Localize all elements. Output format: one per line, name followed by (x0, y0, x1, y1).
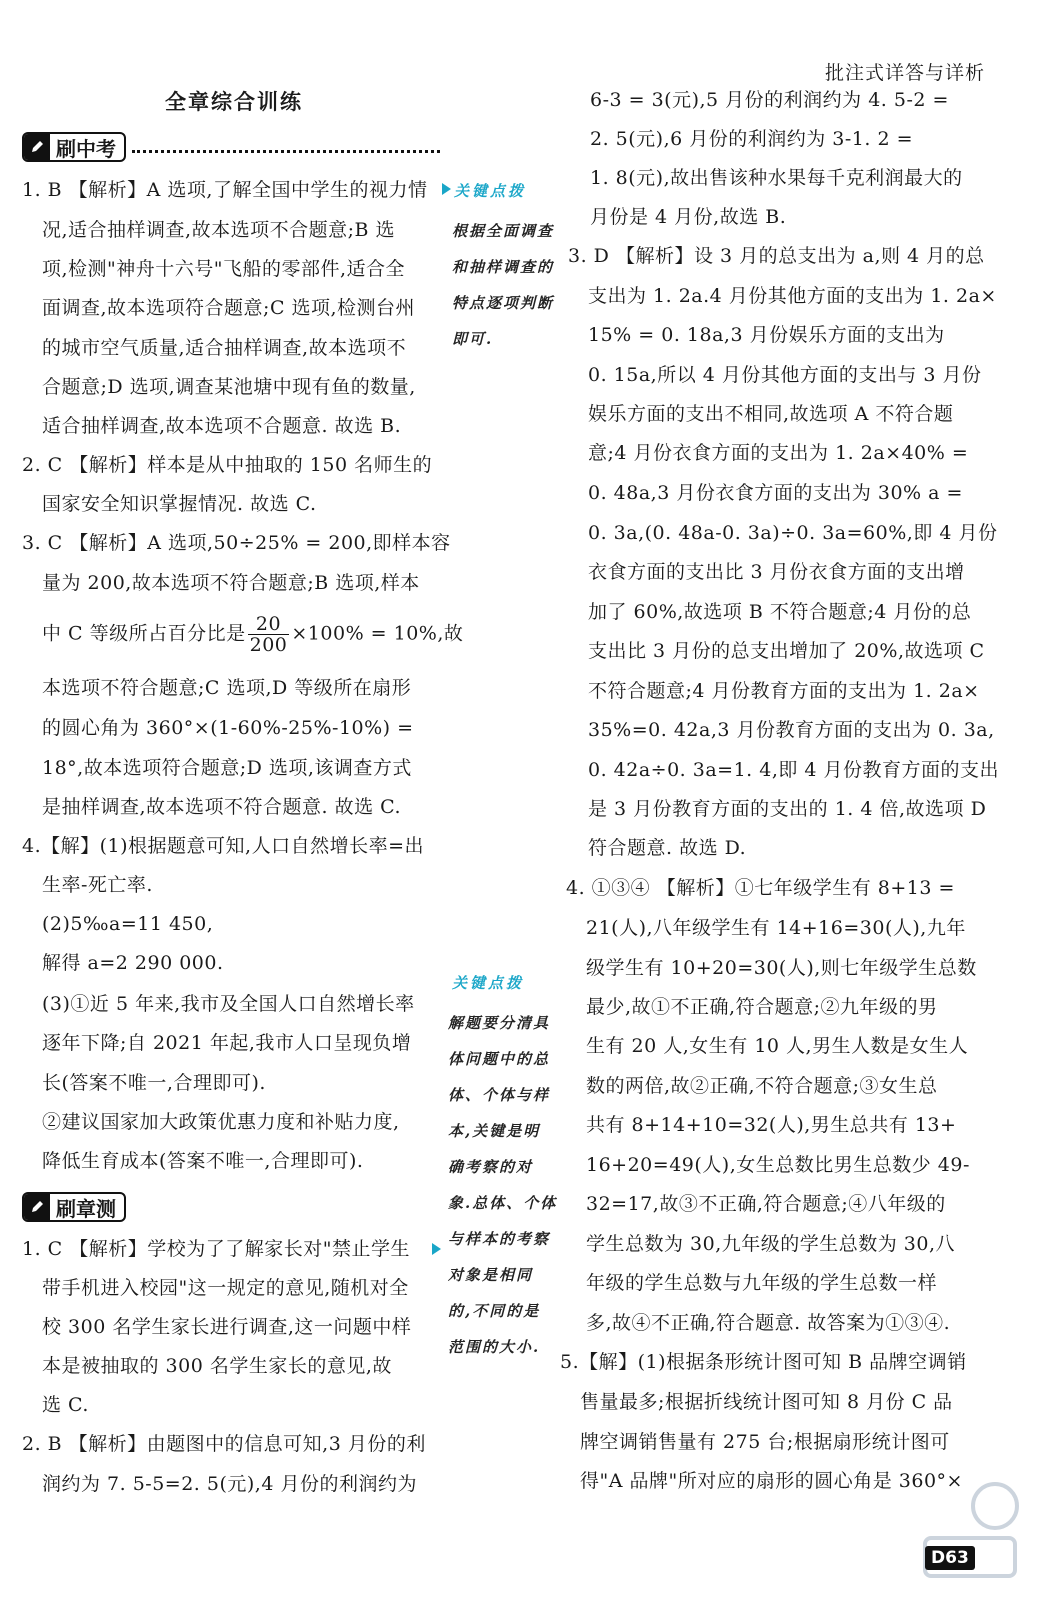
c4-line: 32=17,故③不正确,符合题意;④八年级的 (586, 1193, 946, 1215)
c1-line-1: 1. C 【解析】学校为了了解家长对"禁止学生 (22, 1238, 410, 1260)
c4-line: 学生总数为 30,九年级的学生总数为 30,八 (586, 1233, 956, 1255)
q1-line-1: 1. B 【解析】A 选项,了解全国中学生的视力情 (22, 179, 428, 201)
q1-line-7: 适合抽样调查,故本选项不合题意. 故选 B. (42, 415, 402, 437)
c2-cont-line: 2. 5(元),6 月份的利润约为 3-1. 2 = (590, 128, 914, 150)
q4-line-4: 解得 a=2 290 000. (42, 952, 224, 974)
q1-line-4: 面调查,故本选项符合题意;C 选项,检测台州 (42, 297, 416, 319)
q4-line-8: ②建议国家加大政策优惠力度和补贴力度, (42, 1111, 400, 1133)
note-2-title: 关键点拨 (452, 974, 525, 992)
note-1-line: 即可. (452, 330, 494, 348)
c3-line: 0. 15a,所以 4 月份其他方面的支出与 3 月份 (588, 364, 982, 386)
c3-line: 娱乐方面的支出不相同,故选项 A 不符合题 (588, 403, 954, 425)
q2-line-2: 国家安全知识掌握情况. 故选 C. (42, 493, 317, 515)
c4-line: 21(人),八年级学生有 14+16=30(人),九年 (586, 917, 966, 939)
q3-line-5: 的圆心角为 360°×(1-60%-25%-10%) = (42, 717, 414, 739)
c2-cont-line: 月份是 4 月份,故选 B. (590, 206, 787, 228)
c3-line: 支出为 1. 2a.4 月份其他方面的支出为 1. 2a× (588, 285, 997, 307)
c5-line: 得"A 品牌"所对应的扇形的圆心角是 360°× (580, 1470, 963, 1492)
c2-line-2: 润约为 7. 5-5=2. 5(元),4 月份的利润约为 (42, 1473, 417, 1495)
note-2-line: 范围的大小. (448, 1338, 541, 1356)
c1-line-5: 选 C. (42, 1394, 89, 1416)
section-label-zhangce: 刷章测 (56, 1196, 116, 1221)
header-right-title: 批注式详答与详析 (824, 62, 985, 84)
c1-line-2: 带手机进入校园"这一规定的意见,随机对全 (42, 1277, 409, 1299)
section-label-zhongkao: 刷中考 (56, 136, 116, 161)
c1-line-3: 校 300 名学生家长进行调查,这一问题中样 (42, 1316, 412, 1338)
q3-line-7: 是抽样调查,故本选项不符合题意. 故选 C. (42, 796, 402, 818)
q4-line-5: (3)①近 5 年来,我市及全国人口自然增长率 (42, 993, 415, 1015)
note-1-line: 和抽样调查的 (452, 258, 555, 276)
note-arrow-icon (432, 1243, 441, 1255)
q2-line-1: 2. C 【解析】样本是从中抽取的 150 名师生的 (22, 454, 433, 476)
note-2-line: 与样本的考察 (448, 1230, 551, 1248)
note-1-line: 特点逐项判断 (452, 294, 555, 312)
c4-line: 年级的学生总数与九年级的学生总数一样 (586, 1272, 938, 1294)
c4-line: 数的两倍,故②正确,不符合题意;③女生总 (586, 1075, 938, 1097)
note-1-line: 根据全面调查 (452, 222, 555, 240)
q1-line-2: 况,适合抽样调查,故本选项不合题意;B 选 (42, 219, 395, 241)
c5-line: 售量最多;根据折线统计图可知 8 月份 C 品 (580, 1391, 953, 1413)
c3-line: 0. 42a÷0. 3a=1. 4,即 4 月份教育方面的支出 (588, 759, 1000, 781)
c3-line: 35%=0. 42a,3 月份教育方面的支出为 0. 3a, (588, 719, 995, 741)
c3-line: 符合题意. 故选 D. (588, 837, 747, 859)
note-arrow-icon (442, 183, 451, 195)
c4-line: 生有 20 人,女生有 10 人,男生人数是女生人 (586, 1035, 969, 1057)
q4-line-2: 生率-死亡率. (42, 874, 153, 896)
section-zhongkao (22, 132, 440, 162)
c3-line: 15% = 0. 18a,3 月份娱乐方面的支出为 (588, 324, 945, 346)
q4-line-1: 4.【解】(1)根据题意可知,人口自然增长率=出 (22, 835, 425, 857)
note-2-line: 确考察的对 (448, 1158, 534, 1176)
c2-cont-line: 6-3 = 3(元),5 月份的利润约为 4. 5-2 = (590, 89, 949, 111)
c2-cont-line: 1. 8(元),故出售该种水果每千克利润最大的 (590, 167, 963, 189)
q1-line-3: 项,检测"神舟十六号"飞船的零部件,适合全 (42, 258, 406, 280)
note-2-line: 体、个体与样 (448, 1086, 551, 1104)
note-2-line: 象.总体、个体 (448, 1194, 558, 1212)
c3-line: 支出比 3 月份的总支出增加了 20%,故选项 C (588, 640, 985, 662)
q4-line-3: (2)5‰a=11 450, (42, 913, 214, 935)
pencil-icon (24, 1194, 50, 1220)
c4-line: 级学生有 10+20=30(人),则七年级学生总数 (586, 957, 977, 979)
q1-line-6: 合题意;D 选项,调查某池塘中现有鱼的数量, (42, 376, 416, 398)
q4-line-7: 长(答案不唯一,合理即可). (42, 1072, 266, 1094)
section-zhangce (22, 1192, 142, 1222)
c4-line: 最少,故①不正确,符合题意;②九年级的男 (586, 996, 938, 1018)
note-2-line: 体问题中的总 (448, 1050, 551, 1068)
watermark-logo-icon (905, 1478, 1025, 1588)
q3-line-1: 3. C 【解析】A 选项,50÷25% = 200,即样本容 (22, 532, 451, 554)
c3-line: 衣食方面的支出比 3 月份衣食方面的支出增 (588, 561, 965, 583)
c2-line-1: 2. B 【解析】由题图中的信息可知,3 月份的利 (22, 1433, 426, 1455)
c5-line: 牌空调销售量有 275 台;根据扇形统计图可 (580, 1431, 950, 1453)
c3-line: 不符合题意;4 月份教育方面的支出为 1. 2a× (588, 680, 980, 702)
fraction: $\frac{20}{200}$ (249, 613, 288, 656)
q4-line-6: 逐年下降;自 2021 年起,我市人口呈现负增 (42, 1032, 412, 1054)
q3-line-2: 量为 200,故本选项不符合题意;B 选项,样本 (42, 572, 420, 594)
note-2-line: 解题要分清具 (448, 1014, 551, 1032)
note-1-title: 关键点拨 (454, 182, 527, 200)
note-2-line: 对象是相同 (448, 1266, 534, 1284)
q3-line-3: 中 C 等级所占百分比是 $\frac{20}{200}$ ×100% = 10%,故 (42, 613, 464, 656)
note-2-line: 本,关键是明 (448, 1122, 541, 1140)
c1-line-4: 本是被抽取的 300 名学生家长的意见,故 (42, 1355, 392, 1377)
c3-line: 0. 48a,3 月份衣食方面的支出为 30% a = (588, 482, 963, 504)
c5-line: 5.【解】(1)根据条形统计图可知 B 品牌空调销 (560, 1351, 967, 1373)
q4-line-9: 降低生育成本(答案不唯一,合理即可). (42, 1150, 364, 1172)
c3-line: 0. 3a,(0. 48a-0. 3a)÷0. 3a=60%,即 4 月份 (588, 522, 998, 544)
c4-line: 多,故④不正确,符合题意. 故答案为①③④. (586, 1312, 951, 1334)
c3-line: 加了 60%,故选项 B 不符合题意;4 月份的总 (588, 601, 972, 623)
note-2-line: 的,不同的是 (448, 1302, 541, 1320)
pencil-icon (24, 134, 50, 160)
page-number: D63 (925, 1546, 975, 1570)
c4-line: 4. ①③④ 【解析】①七年级学生有 8+13 = (566, 877, 955, 899)
q3-line-4: 本选项不符合题意;C 选项,D 等级所在扇形 (42, 677, 412, 699)
c3-line: 3. D 【解析】设 3 月的总支出为 a,则 4 月的总 (568, 245, 985, 267)
c3-line: 意;4 月份衣食方面的支出为 1. 2a×40% = (588, 442, 969, 464)
page-title: 全章综合训练 (165, 90, 303, 114)
c3-line: 是 3 月份教育方面的支出的 1. 4 倍,故选项 D (588, 798, 987, 820)
c4-line: 共有 8+14+10=32(人),男生总共有 13+ (586, 1114, 957, 1136)
q1-line-5: 的城市空气质量,适合抽样调查,故本选项不 (42, 337, 407, 359)
c4-line: 16+20=49(人),女生总数比男生总数少 49- (586, 1154, 970, 1176)
q3-line-6: 18°,故本选项符合题意;D 选项,该调查方式 (42, 757, 412, 779)
